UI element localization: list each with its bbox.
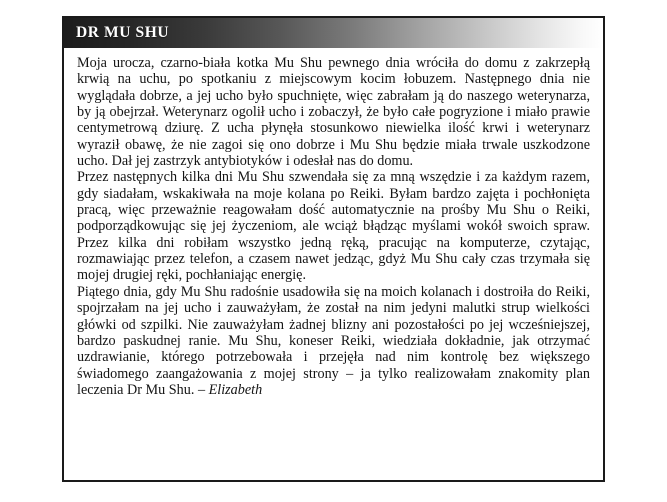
story-title: DR MU SHU — [76, 24, 170, 42]
story-paragraph-2: Przez następnych kilka dni Mu Shu szwendała się za mną wszędzie i za każdym razem, gdy siadałam, wskakiwała na moje kolana po Reiki. Byłam bardzo zajęta i pochłonięta pracą, więc przeważnie reagowałam dość automatycznie na prośby Mu Shu o Reiki, podporządkowując się jej życzeniom, ale wciąż błądząc myślami wokół swoich spraw. Przez kilka dni robiłam wszystko jedną ręką, pracując na komputerze, czytając, rozmawiając przez telefon, a czasem nawet jedząc, gdyż Mu Shu cały czas trzymała się mojej drugiej ręki, pochłaniając energię. — [77, 169, 590, 284]
story-body — [64, 48, 603, 404]
story-title-bar — [64, 18, 603, 48]
story-paragraph-3 — [77, 284, 590, 398]
story-paragraph-1: Moja urocza, czarno-biała kotka Mu Shu pewnego dnia wróciła do domu z zakrzepłą krwią na uchu, po spotkaniu z miejscowym kocim łobuzem. Następnego dnia nie wyglądała dobrze, a jej ucho było spuchnięte, więc zabrałam ją do naszego weterynarza, by ją obejrzał. Weterynarz ogolił ucho i zobaczył, że było całe pogryzione i miało prawie centymetrową dziurę. Z ucha płynęła stosunkowo niewielka ilość krwi i weterynarz wyraził obawę, że nie zagoi się ono dobrze i Mu Shu będzie miała trwale uszkodzone ucho. Dał jej zastrzyk antybiotyków i odesłał nas do domu. — [77, 55, 590, 170]
story-box — [62, 16, 605, 482]
story-signature: Elizabeth — [208, 381, 263, 398]
story-paragraph-3-text: Piątego dnia, gdy Mu Shu radośnie usadowiła się na moich kolanach i dostroiła do Reiki, spojrzałam na jej ucho i zauważyłam, że został na nim jedyni malutki strup wielkości główki od szpilki. Nie zauważyłam żadnej blizny ani pozostałości po jej wcześniejszej, bardzo paskudnej ranie. Mu Shu, koneser Reiki, wiedziała dokładnie, jak otrzymać uzdrawianie, którego potrzebowała i przejęła nad nim kontrolę bez większego świadomego zaangażowania z mojej strony – ja tylko realizowałam znakomity plan leczenia Dr Mu Shu. – — [77, 283, 590, 398]
